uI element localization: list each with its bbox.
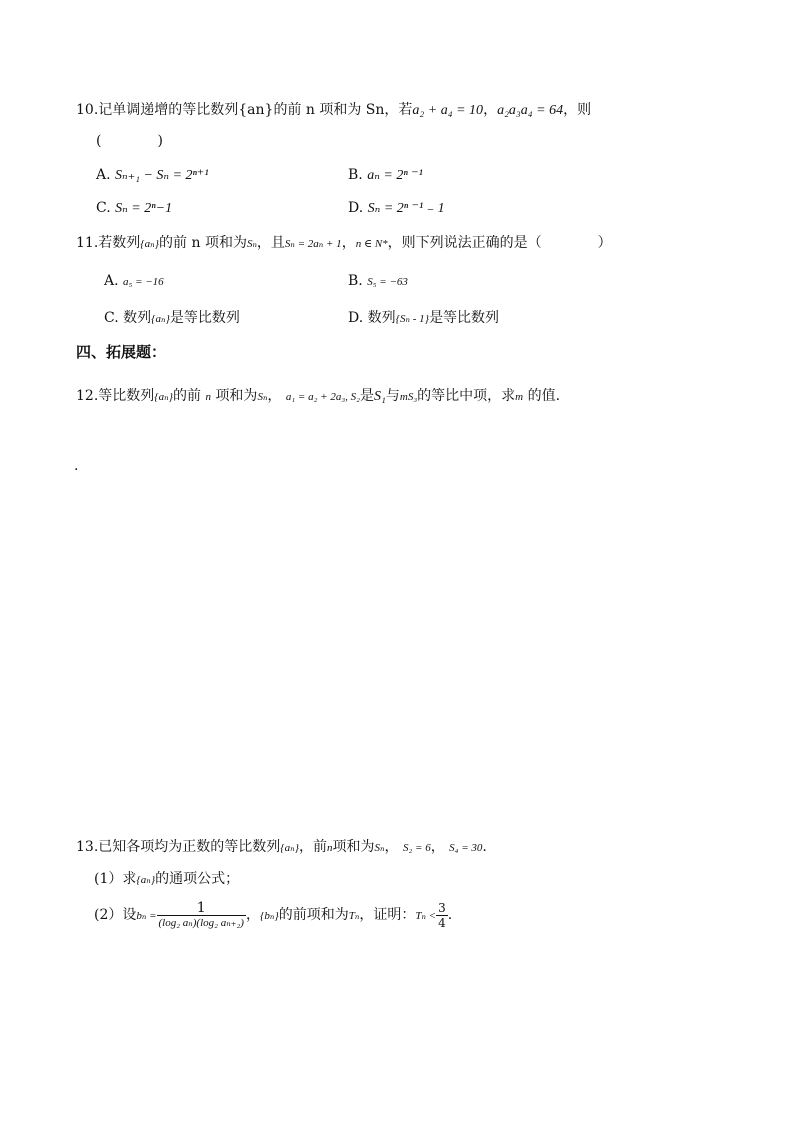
q13-part2-c: 的前项和为 [278, 907, 349, 923]
q13-part2-b: ， [245, 907, 260, 923]
q13-three-quarters-denominator: 4 [438, 915, 446, 930]
q10-option-a [96, 165, 209, 186]
q11-option-b-formula: S₅ = −63 [367, 276, 408, 288]
q10-option-b [348, 165, 423, 186]
q10-answer-blank: ( ) [96, 133, 163, 149]
q12-s1: S₁ [374, 389, 386, 404]
q13-stem [76, 837, 487, 858]
q10-option-d-label: D. [348, 200, 364, 216]
q12-stem [76, 386, 560, 407]
q13-stem-f: . [482, 839, 487, 855]
q13-three-quarters-numerator: 3 [438, 900, 446, 915]
q10-option-a-label: A. [96, 167, 111, 183]
q11-option-c-text-b: 是等比数列 [169, 310, 240, 326]
q13-part1-b: 的通项公式； [155, 871, 240, 887]
q11-stem [76, 233, 612, 254]
q13-s2: S₂ = 6 [402, 842, 431, 854]
q11-n-in-N: n ∈ N* [355, 238, 388, 250]
q11-option-d-formula: {Sₙ - 1} [395, 313, 430, 325]
q11-option-d-text-b: 是等比数列 [429, 310, 500, 326]
q13-part2-e: . [447, 907, 453, 923]
q12-stem-e: 是 [360, 388, 375, 404]
q10-option-c-formula: Sₙ = 2ⁿ−1 [115, 201, 173, 216]
q12-ms3: mS₃ [399, 391, 418, 403]
q11-option-b-label: B. [348, 273, 363, 289]
q10-option-d [348, 198, 445, 219]
q13-part2-a: (2）设 [94, 907, 137, 923]
q12-n: n [205, 391, 211, 403]
q11-relation: Sₙ = 2aₙ + 1 [284, 238, 342, 250]
q11-option-b [348, 271, 408, 292]
q11-option-d-text-a: 数列 [367, 310, 396, 326]
q12-stem-g: 的等比中项，求 [417, 388, 516, 404]
q11-option-d [348, 308, 499, 329]
q12-stem-d: ， [267, 388, 282, 404]
q11-sequence: {aₙ} [140, 238, 160, 250]
q11-stem-e: ，则下列说法正确的是（ ） [387, 235, 612, 251]
stray-dot: . [74, 458, 79, 474]
q10-condition-product: a₂a₃a₄ = 64 [497, 103, 564, 118]
q10-option-d-formula: Sₙ = 2ⁿ ⁻¹ ₋ 1 [367, 201, 445, 216]
q13-three-quarters [436, 901, 448, 930]
q10-stem [76, 100, 591, 121]
q11-option-c-text-a: 数列 [123, 310, 152, 326]
q13-stem-c: 项和为 [332, 839, 375, 855]
q12-relation: a₁ = a₂ + 2a₃, S₂ [285, 391, 361, 403]
q11-option-d-label: D. [348, 310, 364, 326]
q12-stem-b: 的前 [173, 388, 202, 404]
q10-option-c-label: C. [96, 200, 111, 216]
q13-bn-fraction-denominator: (log₂ aₙ)(log₂ aₙ₊₂) [158, 916, 244, 929]
q13-inequality: Tₙ < [415, 910, 437, 922]
q12-sn: Sₙ [257, 391, 268, 403]
q10-option-b-formula: aₙ = 2ⁿ ⁻¹ [367, 168, 423, 183]
q12-stem-c: 项和为 [215, 388, 258, 404]
q13-stem-a: 13.已知各项均为正数的等比数列 [76, 839, 281, 855]
q13-stem-e: ， [430, 839, 445, 855]
q13-part1-sequence: {aₙ} [136, 874, 156, 886]
q12-sequence: {aₙ} [154, 391, 174, 403]
q11-option-c [104, 308, 240, 329]
q11-stem-b: 的前 n 项和为 [159, 235, 247, 251]
q11-option-a [104, 271, 164, 292]
q11-stem-d: ， [341, 235, 356, 251]
q11-sn: Sₙ [246, 238, 257, 250]
q11-option-a-label: A. [104, 273, 119, 289]
q12-m: m [515, 391, 524, 403]
q13-bn-fraction-numerator: 1 [157, 901, 246, 916]
q13-part2-d: ，证明： [359, 907, 416, 923]
q10-stem-text: 10.记单调递增的等比数列{an}的前 n 项和为 Sn，若 [76, 102, 413, 118]
q13-s4: S₄ = 30 [449, 842, 483, 854]
q13-n: n [327, 842, 333, 854]
q10-option-b-label: B. [348, 167, 363, 183]
q11-option-c-label: C. [104, 310, 119, 326]
q13-b-sequence: {bₙ} [259, 910, 279, 922]
q13-bn-fraction [157, 901, 246, 930]
q10-stem-tail: ，则 [563, 102, 592, 118]
q11-option-c-formula: {aₙ} [151, 313, 170, 325]
q12-stem-a: 12.等比数列 [76, 388, 155, 404]
q13-tn: Tₙ [348, 910, 360, 922]
q10-condition-sum: a₂ + a₄ = 10 [412, 103, 484, 118]
q13-sn: Sₙ [374, 842, 385, 854]
q13-part2 [94, 899, 452, 932]
q13-stem-d: ， [384, 839, 399, 855]
q13-sequence: {aₙ} [280, 842, 300, 854]
q12-stem-f: 与 [385, 388, 400, 404]
q11-option-a-formula: a₅ = −16 [123, 276, 164, 288]
q11-stem-a: 11.若数列 [76, 235, 141, 251]
section-heading-extension: 四、拓展题： [76, 343, 167, 361]
q11-stem-c: ，且 [256, 235, 285, 251]
q10-separator: ， [483, 102, 498, 118]
q10-option-c [96, 198, 172, 219]
q10-option-a-formula: Sₙ₊₁ − Sₙ = 2ⁿ⁺¹ [115, 168, 209, 183]
q13-part1-a: (1）求 [94, 871, 137, 887]
q13-part1 [94, 869, 239, 890]
q13-bn: bₙ = [136, 910, 157, 922]
q12-stem-h: 的值. [527, 388, 561, 404]
q13-stem-b: ，前 [299, 839, 328, 855]
